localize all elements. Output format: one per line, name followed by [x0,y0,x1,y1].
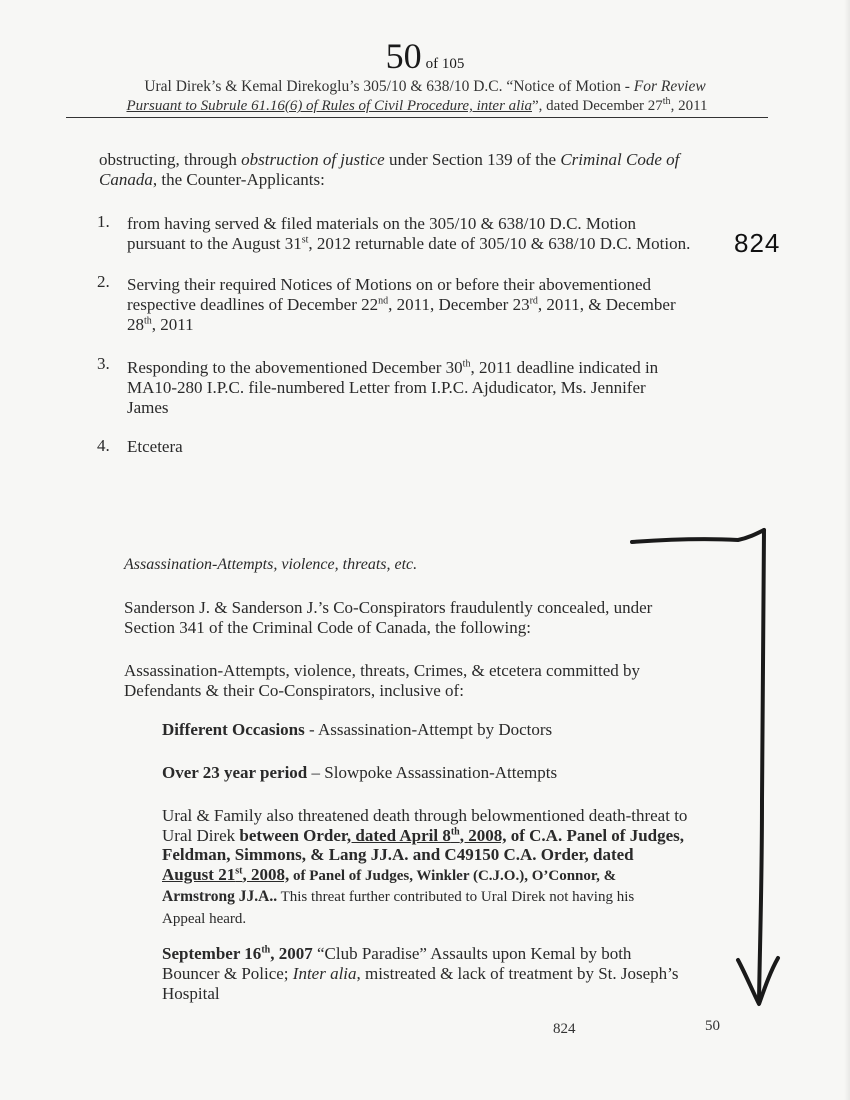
item-occasions-rest: - Assassination-Attempt by Doctors [304,720,553,739]
list-number-1: 1. [97,212,110,231]
list-item-3-sup: th [462,358,471,370]
threat-line4-sup: st [235,864,243,876]
list-number-4: 4. [97,436,110,455]
threat-line2c: , dated April 8 [346,825,451,845]
intro-text2: under Section 139 of the [388,150,557,169]
threat-line5b: This threat further contributed to Ural Direk not having his [277,889,635,905]
list-item-3-line3: James [127,398,169,417]
list-item-2-line1: Serving their required Notices of Motions on or before their abovementioned [127,275,652,294]
threat-line1: Ural & Family also threatened death through belowmentioned death-threat to [162,806,688,825]
header-line2-sup: th [662,96,671,107]
item-occasions-bold: Different Occasions [162,720,305,739]
threat-line4c: of Panel of Judges, Winkler (C.J.O.), O’Connor, & [289,867,617,884]
list-item-3-line1b: , 2011 deadline indicated in [470,358,659,377]
page-total: of 105 [425,56,465,72]
list-item-4: Etcetera [127,437,183,456]
list-item-2-line3b: , 2011 [151,315,194,334]
list-number-2: 2. [97,272,110,291]
list-item-2-line3a: 28 [127,315,144,334]
header-line2-italic: Pursuant to Subrule 61.16(6) of Rules of Civil Procedure, inter alia [126,98,532,114]
list-item-1-sup: st [301,234,309,246]
list-item-2-line2a: respective deadlines of December 22 [127,295,379,314]
list-item-1-line2b: , 2012 returnable date of 305/10 & 638/10 D.C. Motion. [308,234,691,253]
club-line1c: “Club Paradise” Assaults upon Kemal by both [312,944,632,963]
list-item-3-line2: MA10-280 I.P.C. file-numbered Letter from I.P.C. Ajdudicator, Ms. Jennifer [127,378,646,397]
club-line1a: September 16 [162,944,262,963]
header-line1-text: Ural Direk’s & Kemal Direkoglu’s 305/10 & 638/10 D.C. “Notice of Motion - [144,78,630,95]
intro-italic2: Criminal Code of [560,150,680,169]
header-line1-italic: For Review [633,78,706,95]
page-number-value: 50 [385,36,422,76]
section-para1-line1: Sanderson J. & Sanderson J.’s Co-Conspirators fraudulently concealed, under [124,598,653,617]
intro-text1: obstructing, through [99,150,237,169]
club-line3: Hospital [162,984,220,1003]
list-item-1-line2a: pursuant to the August 31 [127,234,302,253]
section-para2-line1: Assassination-Attempts, violence, threats, Crimes, & etcetera committed by [124,661,641,680]
threat-line2a: Ural Direk [162,825,240,845]
header-line2-rest: ”, dated December 27 [532,98,663,114]
intro-italic1: obstruction of justice [241,150,385,169]
list-item-2-sup3: th [144,315,152,327]
list-item-2-sup2: rd [529,295,538,307]
threat-line2e: of C.A. Panel of Judges, [506,825,685,845]
club-line1-sup: th [261,944,271,956]
threat-line3: Feldman, Simmons, & Lang JJ.A. and C49150 C.A. Order, dated [162,845,634,864]
list-item-2-line2c: , 2011, & December [537,295,676,314]
item-period-bold: Over 23 year period [162,763,308,782]
section-para1-line2: Section 341 of the Criminal Code of Canada, the following: [124,618,531,637]
intro-italic3: Canada [99,170,153,189]
threat-line4a: August 21 [162,864,236,884]
footer-document-number: 824 [553,1021,576,1037]
threat-line6: Appeal heard. [162,910,247,927]
club-line2a: Bouncer & Police; [162,964,293,983]
list-number-3: 3. [97,354,110,373]
intro-text3: , the Counter-Applicants: [152,170,325,189]
club-line1b: , 2007 [270,944,313,963]
threat-line2d: , 2008, [459,825,507,845]
threat-line2-sup: th [450,825,460,837]
club-line2b: Inter alia [292,964,357,983]
header-line2-end: , 2011 [670,98,708,114]
threat-line2b: between Order [239,825,347,845]
list-item-3-line1a: Responding to the abovementioned December 30 [127,358,463,377]
threat-line5a: Armstrong JJ.A.. [162,888,278,905]
section-heading: Assassination-Attempts, violence, threats, etc. [124,556,418,573]
section-para2-line2: Defendants & their Co-Conspirators, inclusive of: [124,681,464,700]
club-line2c: , mistreated & lack of treatment by St. Joseph’s [356,964,679,983]
list-item-2-sup1: nd [378,295,389,307]
threat-line4b: , 2008, [242,864,290,884]
handwritten-page-number: 824 [734,228,781,258]
list-item-2-line2b: , 2011, December 23 [388,295,530,314]
footer-page-number: 50 [705,1018,720,1034]
item-period-rest: – Slowpoke Assassination-Attempts [307,763,558,782]
list-item-1-line1: from having served & filed materials on the 305/10 & 638/10 D.C. Motion [127,214,636,233]
